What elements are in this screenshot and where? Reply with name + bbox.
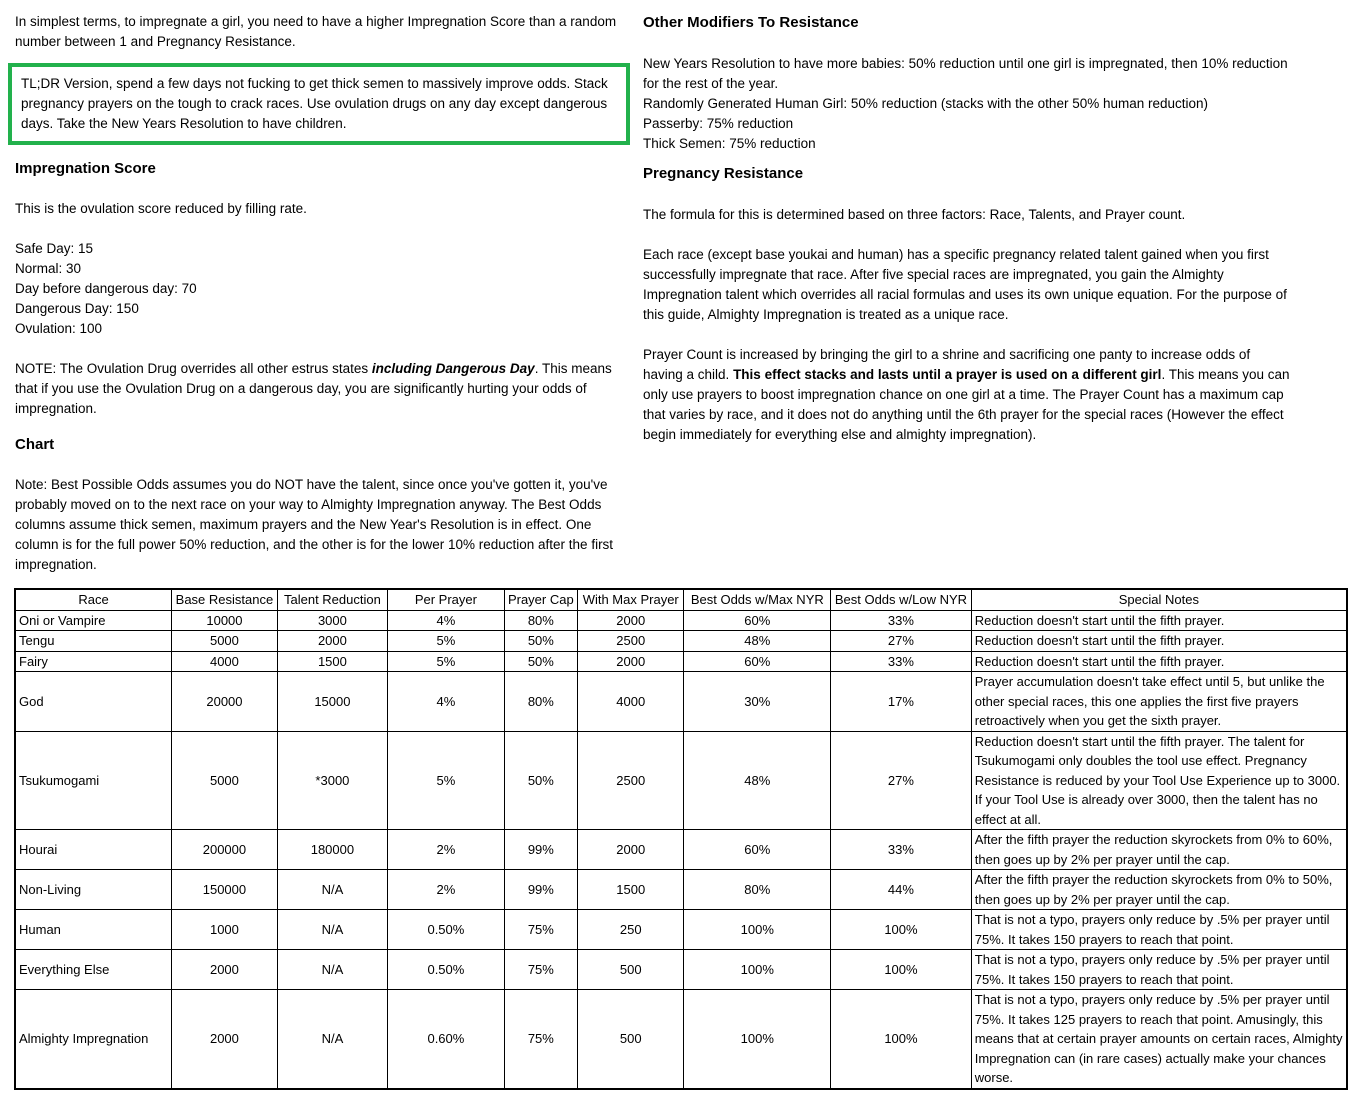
value-cell: 200000 [172, 830, 277, 870]
value-cell: 500 [578, 990, 684, 1089]
race-cell: Everything Else [15, 950, 172, 990]
modifiers-list [643, 54, 1293, 154]
value-cell: 2000 [578, 830, 684, 870]
race-talent-paragraph: Each race (except base youkai and human) has a specific pregnancy related talent gained when you first successfully impregnate that race. After five special races are impregnated, you gain the Almighty Impregnation talent which overrides all racial formulas and uses its own unique equation. For the purpose of this guide, Almighty Impregnation is treated as a unique race. [643, 247, 1287, 322]
value-cell: 100% [831, 990, 972, 1089]
table-row [15, 610, 1347, 631]
value-cell: 100% [684, 950, 831, 990]
value-cell: 80% [684, 870, 831, 910]
value-cell: 44% [831, 870, 972, 910]
impregnation-score-heading: Impregnation Score [15, 160, 156, 177]
value-cell: 99% [504, 870, 577, 910]
value-cell: 60% [684, 830, 831, 870]
score-list [15, 239, 630, 339]
value-cell: N/A [277, 950, 387, 990]
modifier-line: Randomly Generated Human Girl: 50% reduction (stacks with the other 50% human reduction) [643, 96, 1209, 111]
value-cell: 4000 [578, 672, 684, 732]
prayer-count-paragraph [643, 345, 1293, 445]
column-header: Best Odds w/Max NYR [684, 589, 831, 610]
score-list-item: Ovulation: 100 [15, 321, 103, 336]
score-intro: This is the ovulation score reduced by filling rate. [15, 201, 307, 216]
value-cell: 50% [504, 631, 577, 652]
value-cell: 2% [388, 870, 505, 910]
race-cell: Tengu [15, 631, 172, 652]
value-cell: 17% [831, 672, 972, 732]
value-cell: 1500 [578, 870, 684, 910]
note-prefix: NOTE: The Ovulation Drug overrides all other estrus states [15, 361, 372, 376]
race-cell: God [15, 672, 172, 732]
column-header: Talent Reduction [277, 589, 387, 610]
odds-table [14, 588, 1348, 1090]
table-row [15, 631, 1347, 652]
value-cell: 2500 [578, 631, 684, 652]
table-row [15, 731, 1347, 830]
value-cell: 2000 [578, 610, 684, 631]
value-cell: 4% [388, 610, 505, 631]
table-row [15, 990, 1347, 1089]
value-cell: *3000 [277, 731, 387, 830]
race-cell: Human [15, 910, 172, 950]
value-cell: 80% [504, 672, 577, 732]
value-cell: 2000 [277, 631, 387, 652]
resistance-formula-paragraph: The formula for this is determined based on three factors: Race, Talents, and Prayer count. [643, 207, 1186, 222]
special-notes-cell: After the fifth prayer the reduction skyrockets from 0% to 50%, then goes up by 2% per prayer until the cap. [971, 870, 1347, 910]
modifier-line: New Years Resolution to have more babies: 50% reduction until one girl is impregnated, then 10% reduction for the rest of the year. [643, 56, 1288, 91]
prayer-prefix: Prayer Count is increased by bringing the girl to a shrine and sacrificing one panty to increase odds of having a child. [643, 347, 1251, 382]
value-cell: 80% [504, 610, 577, 631]
table-row [15, 950, 1347, 990]
special-notes-cell: Prayer accumulation doesn't take effect until 5, but unlike the other special races, this one applies the first five prayers retroactively when you get the sixth prayer. [971, 672, 1347, 732]
value-cell: 4000 [172, 651, 277, 672]
value-cell: 99% [504, 830, 577, 870]
prayer-suffix: . This means you can only use prayers to boost impregnation chance on one girl at a time. The Prayer Count has a maximum cap that varies by race, and it does not do anything until the 6th prayer for the special races (However the effect begin immediately for everything else and almighty impregnation). [643, 367, 1290, 442]
value-cell: 30% [684, 672, 831, 732]
value-cell: 48% [684, 631, 831, 652]
value-cell: 2500 [578, 731, 684, 830]
value-cell: 2000 [172, 990, 277, 1089]
value-cell: 60% [684, 610, 831, 631]
value-cell: 1500 [277, 651, 387, 672]
ovulation-drug-note [15, 359, 630, 419]
table-row [15, 870, 1347, 910]
value-cell: 5% [388, 731, 505, 830]
chart-heading: Chart [15, 436, 55, 453]
value-cell: 27% [831, 631, 972, 652]
special-notes-cell: Reduction doesn't start until the fifth prayer. [971, 651, 1347, 672]
value-cell: 48% [684, 731, 831, 830]
value-cell: 100% [831, 950, 972, 990]
column-header: Per Prayer [388, 589, 505, 610]
value-cell: 180000 [277, 830, 387, 870]
value-cell: 2000 [578, 651, 684, 672]
chart-note: Note: Best Possible Odds assumes you do NOT have the talent, since once you've gotten it, you've probably moved on to the next race on your way to Almighty Impregnation anyway. The Best Odds columns assume thick semen, maximum prayers and the New Year's Resolution is in effect. One column is for the full power 50% reduction, and the other is for the lower 10% reduction after the first impregnation. [15, 477, 614, 572]
odds-table-head [15, 589, 1347, 610]
value-cell: 50% [504, 731, 577, 830]
odds-table-header-row [15, 589, 1347, 610]
value-cell: 100% [684, 990, 831, 1089]
value-cell: 75% [504, 910, 577, 950]
right-column [643, 14, 1293, 445]
value-cell: 27% [831, 731, 972, 830]
value-cell: 3000 [277, 610, 387, 631]
value-cell: 250 [578, 910, 684, 950]
special-notes-cell: Reduction doesn't start until the fifth prayer. The talent for Tsukumogami only doubles the tool use effect. Pregnancy Resistance is reduced by your Tool Use Experience up to 3000. If your Tool Use is already over 3000, then the talent has no effect at all. [971, 731, 1347, 830]
special-notes-cell: That is not a typo, prayers only reduce by .5% per prayer until 75%. It takes 150 prayers to reach that point. [971, 950, 1347, 990]
value-cell: 5000 [172, 631, 277, 652]
note-emphasis: including Dangerous Day [371, 361, 535, 376]
value-cell: 1000 [172, 910, 277, 950]
other-modifiers-heading: Other Modifiers To Resistance [643, 14, 859, 31]
value-cell: 100% [684, 910, 831, 950]
score-list-item: Safe Day: 15 [15, 241, 94, 256]
value-cell: 20000 [172, 672, 277, 732]
value-cell: 4% [388, 672, 505, 732]
table-row [15, 651, 1347, 672]
value-cell: N/A [277, 910, 387, 950]
value-cell: 75% [504, 990, 577, 1089]
value-cell: N/A [277, 990, 387, 1089]
value-cell: 2% [388, 830, 505, 870]
intro-paragraph: In simplest terms, to impregnate a girl, you need to have a higher Impregnation Score than a random number between 1 and Pregnancy Resistance. [15, 14, 617, 49]
odds-table-container [14, 588, 1348, 1090]
special-notes-cell: That is not a typo, prayers only reduce by .5% per prayer until 75%. It takes 125 prayers to reach that point. Amusingly, this means that at certain prayer amounts on certain races, Almighty Impregnation can (in rare cases) actually make your chances worse. [971, 990, 1347, 1089]
value-cell: 0.50% [388, 950, 505, 990]
value-cell: 100% [831, 910, 972, 950]
race-cell: Hourai [15, 830, 172, 870]
table-row [15, 830, 1347, 870]
column-header: Special Notes [971, 589, 1347, 610]
race-cell: Non-Living [15, 870, 172, 910]
race-cell: Oni or Vampire [15, 610, 172, 631]
table-row [15, 672, 1347, 732]
column-header: With Max Prayer [578, 589, 684, 610]
value-cell: 0.60% [388, 990, 505, 1089]
race-cell: Tsukumogami [15, 731, 172, 830]
value-cell: 33% [831, 830, 972, 870]
value-cell: 5% [388, 651, 505, 672]
score-list-item: Dangerous Day: 150 [15, 301, 139, 316]
tldr-text: TL;DR Version, spend a few days not fucking to get thick semen to massively improve odds. Stack pregnancy prayers on the tough to crack races. Use ovulation drugs on any day except dangerous days. Take the New Years Resolution to have children. [21, 76, 608, 131]
score-list-item: Day before dangerous day: 70 [15, 281, 197, 296]
value-cell: 33% [831, 610, 972, 631]
column-header: Prayer Cap [504, 589, 577, 610]
value-cell: 0.50% [388, 910, 505, 950]
modifier-line: Passerby: 75% reduction [643, 116, 794, 131]
value-cell: 15000 [277, 672, 387, 732]
value-cell: 150000 [172, 870, 277, 910]
special-notes-cell: That is not a typo, prayers only reduce by .5% per prayer until 75%. It takes 150 prayers to reach that point. [971, 910, 1347, 950]
value-cell: 500 [578, 950, 684, 990]
column-header: Race [15, 589, 172, 610]
value-cell: 60% [684, 651, 831, 672]
column-header: Best Odds w/Low NYR [831, 589, 972, 610]
value-cell: 5% [388, 631, 505, 652]
tldr-highlight-box [8, 63, 630, 145]
race-cell: Almighty Impregnation [15, 990, 172, 1089]
special-notes-cell: Reduction doesn't start until the fifth prayer. [971, 610, 1347, 631]
odds-table-body [15, 610, 1347, 1089]
special-notes-cell: Reduction doesn't start until the fifth prayer. [971, 631, 1347, 652]
value-cell: 50% [504, 651, 577, 672]
modifier-line: Thick Semen: 75% reduction [643, 136, 816, 151]
value-cell: 10000 [172, 610, 277, 631]
value-cell: 33% [831, 651, 972, 672]
table-row [15, 910, 1347, 950]
prayer-emphasis: This effect stacks and lasts until a prayer is used on a different girl [733, 367, 1162, 382]
left-column [8, 12, 630, 575]
score-list-item: Normal: 30 [15, 261, 82, 276]
column-header: Base Resistance [172, 589, 277, 610]
value-cell: 2000 [172, 950, 277, 990]
pregnancy-resistance-heading: Pregnancy Resistance [643, 165, 804, 182]
value-cell: 75% [504, 950, 577, 990]
note-suffix: . This means that if you use the Ovulation Drug on a dangerous day, you are significantly hurting your odds of impregnation. [15, 361, 612, 416]
value-cell: 5000 [172, 731, 277, 830]
special-notes-cell: After the fifth prayer the reduction skyrockets from 0% to 60%, then goes up by 2% per prayer until the cap. [971, 830, 1347, 870]
race-cell: Fairy [15, 651, 172, 672]
value-cell: N/A [277, 870, 387, 910]
